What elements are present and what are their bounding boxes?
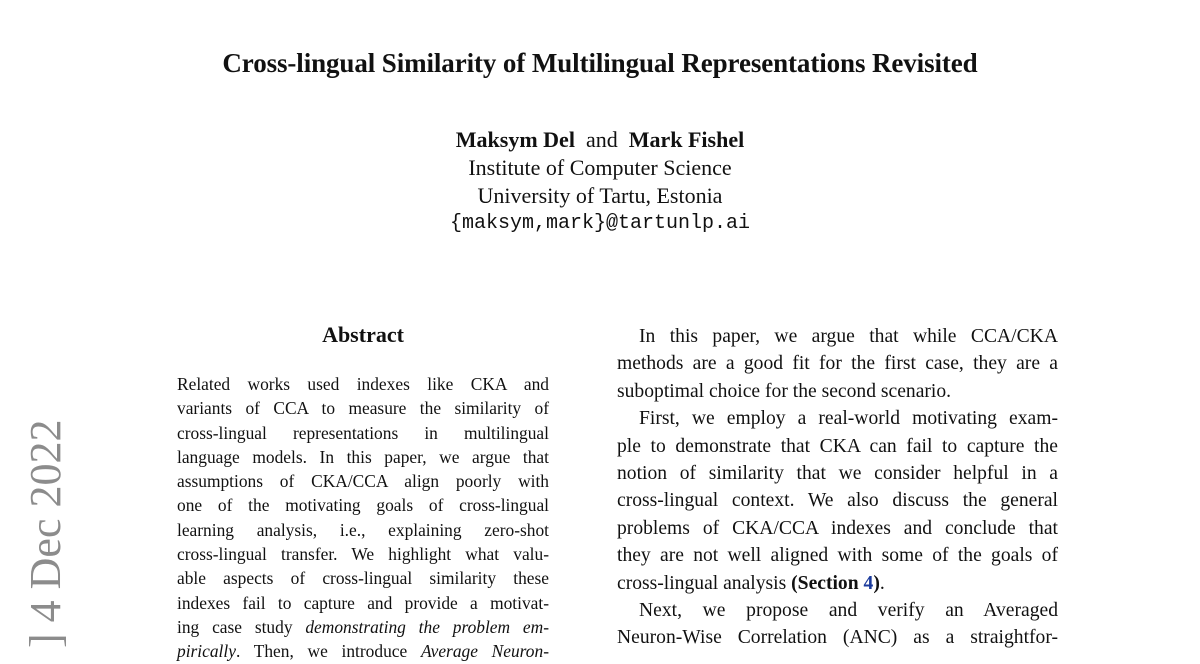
author-1: Maksym Del [455, 127, 575, 152]
abstract-text-run: ing case study [177, 616, 306, 637]
author-names [0, 126, 1200, 154]
body-column-right [617, 323, 1058, 652]
body-text-run: cross-lingual analysis [617, 572, 792, 594]
body-line: methods are a good fit for the first case, they are a [617, 353, 1058, 375]
arxiv-side-stamp: ] 4 Dec 2022 [21, 419, 70, 648]
section-ref-close: ) [873, 572, 880, 594]
section-reference [791, 573, 880, 594]
abstract-line: cross-lingual transfer. We highlight what valu- [177, 544, 549, 565]
body-line: Next, we propose and verify an Averaged [639, 600, 1058, 622]
body-line: notion of similarity that we consider helpful in a [617, 463, 1058, 485]
abstract-text [177, 372, 549, 664]
abstract-italic-run: pirically [177, 641, 236, 662]
body-line: First, we employ a real-world motivating exam- [639, 408, 1058, 430]
abstract-line: language models. In this paper, we argue that [177, 446, 549, 467]
abstract-line: Related works used indexes like CKA and [177, 374, 549, 394]
abstract-line: variants of CCA to measure the similarity of [177, 398, 549, 419]
body-line: problems of CKA/CCA indexes and conclude that [617, 517, 1058, 539]
body-line: Neuron-Wise Correlation (ANC) as a straightfor- [617, 627, 1058, 649]
abstract-line [177, 615, 549, 639]
author-2: Mark Fishel [628, 127, 745, 152]
section-link[interactable]: 4 [863, 572, 874, 594]
body-text-run: . [879, 572, 885, 594]
paper-title: Cross-lingual Similarity of Multilingual Representations Revisited [222, 48, 978, 78]
body-line [617, 570, 1058, 597]
abstract-italic-run: demonstrating the problem em- [305, 616, 549, 637]
body-line: suboptimal choice for the second scenario. [617, 380, 952, 402]
abstract-text-run: . Then, we introduce [235, 641, 421, 662]
abstract-line: assumptions of CKA/CCA align poorly with [177, 471, 549, 492]
abstract-line: one of the motivating goals of cross-lingual [177, 495, 549, 516]
affiliation-university: University of Tartu, Estonia [477, 183, 723, 208]
abstract-line: learning analysis, i.e., explaining zero-shot [177, 519, 549, 540]
author-conjunction: and [585, 127, 618, 152]
abstract-heading: Abstract [322, 322, 404, 347]
abstract-line: cross-lingual representations in multilingual [177, 422, 549, 443]
body-line: cross-lingual context. We also discuss the general [617, 490, 1058, 512]
affiliation-institute: Institute of Computer Science [468, 155, 732, 180]
abstract-line: indexes fail to capture and provide a motivat- [177, 592, 549, 613]
abstract-line [177, 639, 549, 663]
body-line: ple to demonstrate that CKA can fail to capture the [617, 435, 1058, 457]
abstract-italic-run: Average Neuron- [420, 641, 549, 662]
author-email[interactable]: {maksym,mark}@tartunlp.ai [449, 212, 751, 235]
body-line: In this paper, we argue that while CCA/CKA [639, 326, 1058, 347]
abstract-line: able aspects of cross-lingual similarity these [177, 568, 549, 589]
section-ref-label: (Section [791, 572, 864, 594]
author-block [0, 126, 1200, 238]
body-line: they are not well aligned with some of the goals of [617, 545, 1058, 567]
